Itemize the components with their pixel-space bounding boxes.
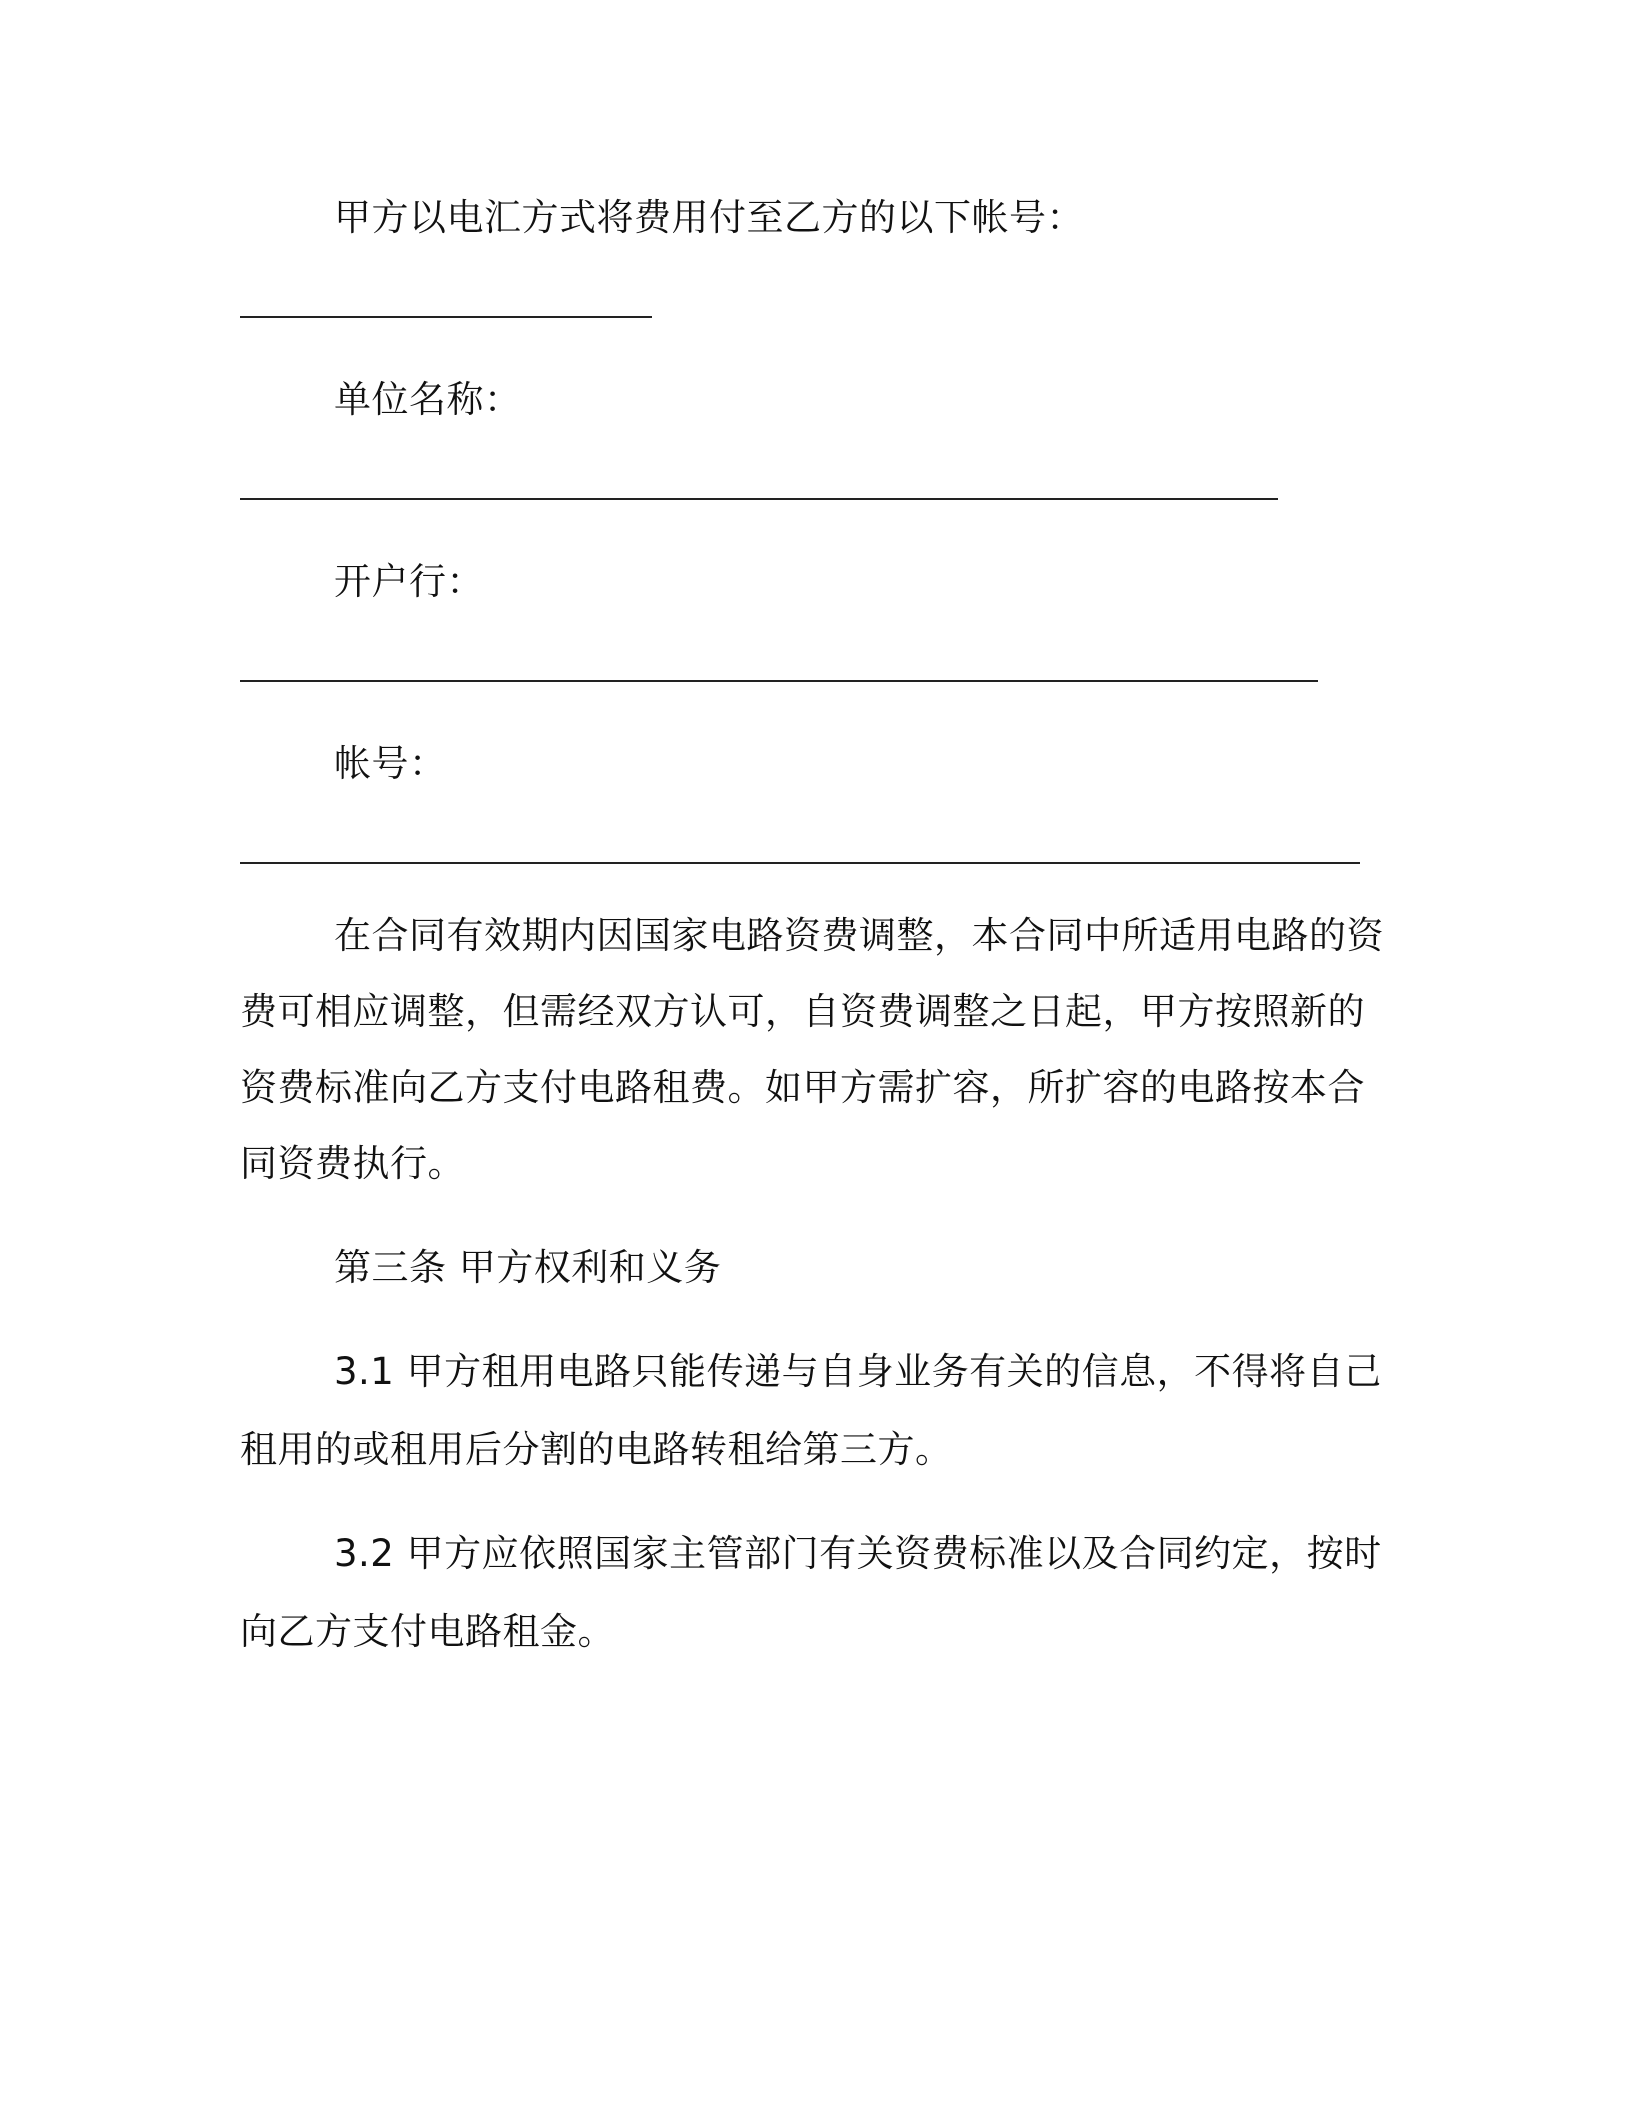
payment-intro-text: 甲方以电汇方式将费用付至乙方的以下帐号： xyxy=(334,196,1084,239)
clause-3-2-line-1: 3.2 甲方应依照国家主管部门有关资费标准以及合同约定，按时 xyxy=(334,1532,1382,1575)
clause-3-1-line-2: 租用的或租用后分割的电路转租给第三方。 xyxy=(240,1428,953,1471)
adjustment-paragraph-line-3: 资费标准向乙方支付电路租费。如甲方需扩容，所扩容的电路按本合 xyxy=(240,1066,1365,1109)
blank-line-1 xyxy=(240,316,652,318)
unit-name-label: 单位名称： xyxy=(334,378,522,421)
article-three-heading: 第三条 甲方权利和义务 xyxy=(334,1246,722,1289)
account-label: 帐号： xyxy=(334,742,447,785)
account-blank-line xyxy=(240,862,1360,864)
bank-blank-line xyxy=(240,680,1318,682)
adjustment-paragraph-line-2: 费可相应调整，但需经双方认可，自资费调整之日起，甲方按照新的 xyxy=(240,990,1365,1033)
adjustment-paragraph-line-1: 在合同有效期内因国家电路资费调整，本合同中所适用电路的资 xyxy=(334,914,1384,957)
adjustment-paragraph-line-4: 同资费执行。 xyxy=(240,1142,465,1185)
clause-3-2-line-2: 向乙方支付电路租金。 xyxy=(240,1610,615,1653)
bank-label: 开户行： xyxy=(334,560,484,603)
unit-name-blank-line xyxy=(240,498,1278,500)
clause-3-1-line-1: 3.1 甲方租用电路只能传递与自身业务有关的信息，不得将自己 xyxy=(334,1350,1382,1393)
